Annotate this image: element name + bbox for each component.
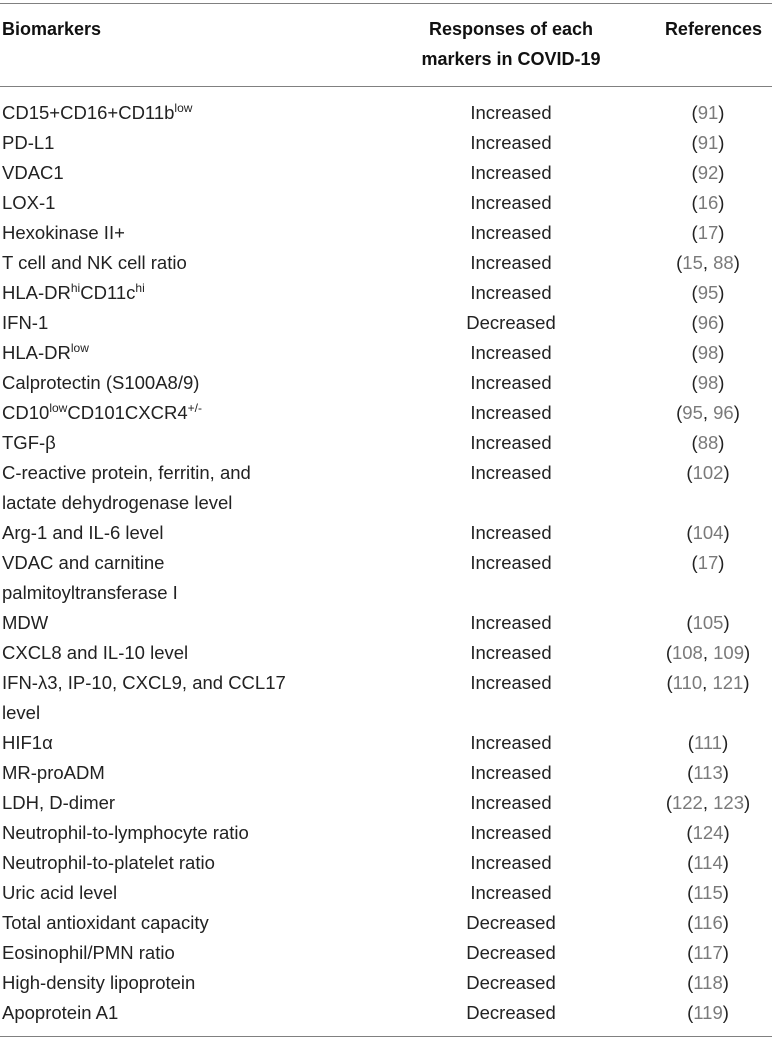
biomarker-text: HLA-DR xyxy=(2,342,71,363)
open-paren: ( xyxy=(691,162,698,183)
table-bottom-rule xyxy=(0,1036,772,1037)
references-cell xyxy=(648,668,768,698)
biomarker-text: C-reactive protein, ferritin, and xyxy=(2,462,251,483)
biomarker-name xyxy=(2,938,374,968)
response-cell: Increased xyxy=(470,732,552,753)
open-paren: ( xyxy=(691,192,698,213)
table-row xyxy=(0,818,772,848)
response-cell: Decreased xyxy=(466,942,556,963)
references-cell xyxy=(648,758,768,788)
response-cell: Increased xyxy=(470,792,552,813)
biomarker-cell xyxy=(2,818,374,848)
open-paren: ( xyxy=(686,822,693,843)
biomarker-name xyxy=(2,368,374,398)
table-row xyxy=(0,128,772,158)
references-cell xyxy=(648,128,768,158)
biomarker-superscript: +/- xyxy=(187,401,202,415)
reference-link: 98 xyxy=(697,342,719,363)
biomarker-text: CD11c xyxy=(80,282,136,303)
biomarker-name xyxy=(2,308,374,338)
response-cell: Increased xyxy=(470,342,552,363)
header-responses-line2: markers in COVID-19 xyxy=(421,49,601,69)
biomarker-name-continued: palmitoyltransferase I xyxy=(2,582,178,603)
biomarker-text: HLA-DR xyxy=(2,282,71,303)
response-cell: Increased xyxy=(470,882,552,903)
header-rule xyxy=(0,86,772,87)
biomarker-name xyxy=(2,998,374,1028)
open-paren: ( xyxy=(691,132,698,153)
biomarker-text: CXCL8 and IL-10 level xyxy=(2,642,189,663)
reference-link: 124 xyxy=(692,822,724,843)
biomarker-cell xyxy=(2,98,374,128)
close-paren: ) xyxy=(743,672,750,693)
references-cell xyxy=(648,968,768,998)
table-row xyxy=(0,158,772,188)
biomarker-cell xyxy=(2,338,374,368)
table-row xyxy=(0,188,772,218)
response-cell: Increased xyxy=(470,372,552,393)
table-row xyxy=(0,98,772,128)
close-paren: ) xyxy=(733,252,740,273)
response-cell: Increased xyxy=(470,252,552,273)
biomarker-name xyxy=(2,158,374,188)
table-row xyxy=(0,308,772,338)
reference-link: 96 xyxy=(697,312,719,333)
reference-link: 17 xyxy=(697,552,719,573)
biomarker-cell xyxy=(2,518,374,548)
table-row xyxy=(0,338,772,368)
references-cell xyxy=(648,608,768,638)
reference-link: 104 xyxy=(692,522,724,543)
references-cell xyxy=(648,548,768,578)
biomarker-cell xyxy=(2,188,374,218)
biomarker-cell xyxy=(2,788,374,818)
biomarker-name xyxy=(2,908,374,938)
header-responses xyxy=(380,14,642,74)
biomarker-superscript: low xyxy=(49,401,68,415)
biomarker-name xyxy=(2,128,374,158)
open-paren: ( xyxy=(691,312,698,333)
reference-link: 92 xyxy=(697,162,719,183)
biomarker-name xyxy=(2,98,374,128)
biomarker-cell xyxy=(2,368,374,398)
table-row xyxy=(0,218,772,248)
close-paren: ) xyxy=(744,642,751,663)
reference-link: 111 xyxy=(693,732,723,753)
table-row xyxy=(0,968,772,998)
biomarker-text: LDH, D-dimer xyxy=(2,792,116,813)
references-cell xyxy=(648,398,768,428)
reference-link: 117 xyxy=(693,942,723,963)
open-paren: ( xyxy=(666,672,673,693)
references-cell xyxy=(648,638,768,668)
biomarker-text: Calprotectin (S100A8/9) xyxy=(2,372,200,393)
header-biomarkers: Biomarkers xyxy=(2,19,102,39)
table-row xyxy=(0,548,772,608)
open-paren: ( xyxy=(665,642,672,663)
reference-link: 122 xyxy=(671,792,703,813)
reference-link: 95 xyxy=(682,402,703,423)
references-cell xyxy=(648,908,768,938)
biomarker-cell xyxy=(2,668,374,728)
references-cell xyxy=(648,818,768,848)
reference-link: 114 xyxy=(693,852,723,873)
table-row xyxy=(0,368,772,398)
reference-link: 96 xyxy=(713,402,734,423)
close-paren: ) xyxy=(718,552,725,573)
biomarker-name xyxy=(2,878,374,908)
biomarker-name xyxy=(2,188,374,218)
table-row xyxy=(0,908,772,938)
biomarker-cell xyxy=(2,998,374,1028)
biomarker-name xyxy=(2,278,374,308)
reference-link: 119 xyxy=(693,1002,723,1023)
biomarker-text: Arg-1 and IL-6 level xyxy=(2,522,164,543)
biomarker-text: Total antioxidant capacity xyxy=(2,912,209,933)
table-row xyxy=(0,398,772,428)
ref-separator: , xyxy=(702,402,714,423)
reference-link: 105 xyxy=(692,612,724,633)
close-paren: ) xyxy=(718,432,725,453)
table-row xyxy=(0,638,772,668)
biomarker-name xyxy=(2,668,374,698)
close-paren: ) xyxy=(722,882,729,903)
open-paren: ( xyxy=(691,102,698,123)
reference-link: 88 xyxy=(713,252,734,273)
biomarker-name xyxy=(2,608,374,638)
references-cell xyxy=(648,998,768,1028)
biomarker-cell xyxy=(2,128,374,158)
open-paren: ( xyxy=(687,1002,694,1023)
references-cell xyxy=(648,788,768,818)
biomarker-name xyxy=(2,638,374,668)
open-paren: ( xyxy=(691,222,698,243)
close-paren: ) xyxy=(722,912,729,933)
reference-link: 17 xyxy=(697,222,719,243)
close-paren: ) xyxy=(718,342,725,363)
biomarker-name xyxy=(2,458,374,488)
biomarker-cell xyxy=(2,758,374,788)
reference-link: 102 xyxy=(692,462,724,483)
response-cell: Increased xyxy=(470,672,552,693)
response-cell: Increased xyxy=(470,132,552,153)
biomarker-cell xyxy=(2,548,374,608)
table-row xyxy=(0,458,772,518)
references-cell xyxy=(648,368,768,398)
biomarker-cell xyxy=(2,938,374,968)
open-paren: ( xyxy=(665,792,672,813)
biomarker-text: CD15+CD16+CD11b xyxy=(2,102,175,123)
biomarker-text: Hexokinase II+ xyxy=(2,222,125,243)
open-paren: ( xyxy=(676,402,683,423)
biomarker-name xyxy=(2,428,374,458)
close-paren: ) xyxy=(718,192,725,213)
response-cell: Increased xyxy=(470,402,552,423)
close-paren: ) xyxy=(718,312,725,333)
close-paren: ) xyxy=(722,762,729,783)
biomarker-text: High-density lipoprotein xyxy=(2,972,196,993)
reference-link: 16 xyxy=(697,192,719,213)
open-paren: ( xyxy=(687,852,694,873)
biomarker-cell xyxy=(2,728,374,758)
biomarker-cell xyxy=(2,968,374,998)
table-row xyxy=(0,518,772,548)
table-top-rule xyxy=(0,3,772,4)
ref-separator: , xyxy=(702,792,714,813)
biomarker-text: IFN-λ3, IP-10, CXCL9, and CCL17 xyxy=(2,672,286,693)
response-cell: Increased xyxy=(470,222,552,243)
close-paren: ) xyxy=(723,612,730,633)
reference-link: 91 xyxy=(697,102,719,123)
reference-link: 110 xyxy=(672,672,703,693)
table-row xyxy=(0,998,772,1028)
response-cell: Increased xyxy=(470,522,552,543)
open-paren: ( xyxy=(686,522,693,543)
references-cell xyxy=(648,218,768,248)
open-paren: ( xyxy=(686,612,693,633)
biomarker-name xyxy=(2,548,374,578)
reference-link: 109 xyxy=(713,642,745,663)
biomarker-text: Eosinophil/PMN ratio xyxy=(2,942,175,963)
open-paren: ( xyxy=(687,762,694,783)
reference-link: 88 xyxy=(697,432,719,453)
response-cell: Decreased xyxy=(466,972,556,993)
reference-link: 98 xyxy=(697,372,719,393)
close-paren: ) xyxy=(723,522,730,543)
biomarker-name xyxy=(2,788,374,818)
open-paren: ( xyxy=(691,342,698,363)
open-paren: ( xyxy=(676,252,683,273)
table-body xyxy=(0,98,772,1028)
close-paren: ) xyxy=(722,942,729,963)
ref-separator: , xyxy=(702,252,714,273)
response-cell: Increased xyxy=(470,852,552,873)
biomarker-text: Uric acid level xyxy=(2,882,118,903)
biomarker-name xyxy=(2,758,374,788)
response-cell: Increased xyxy=(470,762,552,783)
biomarker-superscript: low xyxy=(174,101,193,115)
open-paren: ( xyxy=(687,942,694,963)
biomarker-name xyxy=(2,728,374,758)
biomarker-text: VDAC and carnitine xyxy=(2,552,165,573)
biomarker-superscript: hi xyxy=(70,281,81,295)
close-paren: ) xyxy=(723,822,730,843)
response-cell: Increased xyxy=(470,462,552,483)
header-responses-line1: Responses of each xyxy=(428,19,594,39)
reference-link: 15 xyxy=(682,252,703,273)
table-row xyxy=(0,668,772,728)
table-row xyxy=(0,608,772,638)
biomarker-superscript: hi xyxy=(135,281,145,295)
biomarker-cell xyxy=(2,218,374,248)
reference-link: 116 xyxy=(693,912,723,933)
ref-separator: , xyxy=(702,672,713,693)
references-cell xyxy=(648,338,768,368)
reference-link: 123 xyxy=(713,792,745,813)
biomarker-text: T cell and NK cell ratio xyxy=(2,252,187,273)
biomarker-cell xyxy=(2,878,374,908)
biomarker-text: HIF1α xyxy=(2,732,53,753)
references-cell xyxy=(648,308,768,338)
response-cell: Increased xyxy=(470,552,552,573)
close-paren: ) xyxy=(718,222,725,243)
biomarker-name xyxy=(2,848,374,878)
open-paren: ( xyxy=(687,882,694,903)
response-cell: Decreased xyxy=(466,312,556,333)
response-cell: Decreased xyxy=(466,1002,556,1023)
open-paren: ( xyxy=(691,432,698,453)
references-cell xyxy=(648,848,768,878)
biomarker-text: PD-L1 xyxy=(2,132,55,153)
biomarker-text: TGF-β xyxy=(2,432,56,453)
biomarker-cell xyxy=(2,608,374,638)
biomarker-text: CD10 xyxy=(2,402,50,423)
open-paren: ( xyxy=(691,282,698,303)
references-cell xyxy=(648,878,768,908)
references-cell xyxy=(648,278,768,308)
references-cell xyxy=(648,518,768,548)
references-cell xyxy=(648,158,768,188)
response-cell: Increased xyxy=(470,432,552,453)
biomarker-text: MDW xyxy=(2,612,49,633)
close-paren: ) xyxy=(718,162,725,183)
biomarker-text: IFN-1 xyxy=(2,312,49,333)
table-row xyxy=(0,788,772,818)
biomarker-cell xyxy=(2,158,374,188)
references-cell xyxy=(648,98,768,128)
biomarker-text: Neutrophil-to-platelet ratio xyxy=(2,852,215,873)
references-cell xyxy=(648,188,768,218)
biomarker-text: LOX-1 xyxy=(2,192,56,213)
biomarker-name xyxy=(2,338,374,368)
biomarker-text: CD101CXCR4 xyxy=(67,402,188,423)
reference-link: 91 xyxy=(697,132,719,153)
biomarker-name-continued: level xyxy=(2,702,41,723)
open-paren: ( xyxy=(687,912,694,933)
reference-link: 108 xyxy=(671,642,703,663)
response-cell: Increased xyxy=(470,642,552,663)
response-cell: Increased xyxy=(470,282,552,303)
biomarker-name xyxy=(2,248,374,278)
open-paren: ( xyxy=(691,372,698,393)
close-paren: ) xyxy=(718,282,725,303)
biomarker-cell xyxy=(2,398,374,428)
close-paren: ) xyxy=(718,372,725,393)
response-cell: Increased xyxy=(470,192,552,213)
header-references: References xyxy=(664,19,762,39)
close-paren: ) xyxy=(722,1002,729,1023)
close-paren: ) xyxy=(733,402,740,423)
table-row xyxy=(0,278,772,308)
close-paren: ) xyxy=(723,462,730,483)
biomarker-cell xyxy=(2,248,374,278)
response-cell: Increased xyxy=(470,822,552,843)
biomarker-cell xyxy=(2,278,374,308)
table-row xyxy=(0,248,772,278)
close-paren: ) xyxy=(722,852,729,873)
reference-link: 121 xyxy=(712,672,744,693)
close-paren: ) xyxy=(722,972,729,993)
reference-link: 95 xyxy=(697,282,719,303)
open-paren: ( xyxy=(686,462,693,483)
table-row xyxy=(0,848,772,878)
biomarker-text: Neutrophil-to-lymphocyte ratio xyxy=(2,822,249,843)
biomarker-name xyxy=(2,968,374,998)
biomarker-cell xyxy=(2,848,374,878)
biomarker-text: MR-proADM xyxy=(2,762,105,783)
response-cell: Increased xyxy=(470,612,552,633)
response-cell: Decreased xyxy=(466,912,556,933)
close-paren: ) xyxy=(722,732,729,753)
ref-separator: , xyxy=(702,642,714,663)
reference-link: 115 xyxy=(693,882,723,903)
reference-link: 118 xyxy=(693,972,723,993)
biomarker-name-continued: lactate dehydrogenase level xyxy=(2,492,233,513)
table-row xyxy=(0,878,772,908)
references-cell xyxy=(648,428,768,458)
table-row xyxy=(0,728,772,758)
biomarker-text: Apoprotein A1 xyxy=(2,1002,119,1023)
biomarker-cell xyxy=(2,308,374,338)
biomarker-name xyxy=(2,398,374,428)
biomarker-cell xyxy=(2,458,374,518)
references-cell xyxy=(648,248,768,278)
close-paren: ) xyxy=(744,792,751,813)
references-cell xyxy=(648,938,768,968)
biomarker-text: VDAC1 xyxy=(2,162,64,183)
table-row xyxy=(0,758,772,788)
close-paren: ) xyxy=(718,102,725,123)
biomarker-cell xyxy=(2,638,374,668)
response-cell: Increased xyxy=(470,162,552,183)
references-cell xyxy=(648,728,768,758)
open-paren: ( xyxy=(691,552,698,573)
close-paren: ) xyxy=(718,132,725,153)
biomarker-cell xyxy=(2,908,374,938)
open-paren: ( xyxy=(687,732,694,753)
references-cell xyxy=(648,458,768,488)
table-row xyxy=(0,938,772,968)
biomarker-name xyxy=(2,818,374,848)
response-cell: Increased xyxy=(470,102,552,123)
table-row xyxy=(0,428,772,458)
biomarker-name xyxy=(2,218,374,248)
open-paren: ( xyxy=(687,972,694,993)
biomarker-name xyxy=(2,518,374,548)
reference-link: 113 xyxy=(693,762,723,783)
biomarker-cell xyxy=(2,428,374,458)
biomarker-superscript: low xyxy=(70,341,89,355)
